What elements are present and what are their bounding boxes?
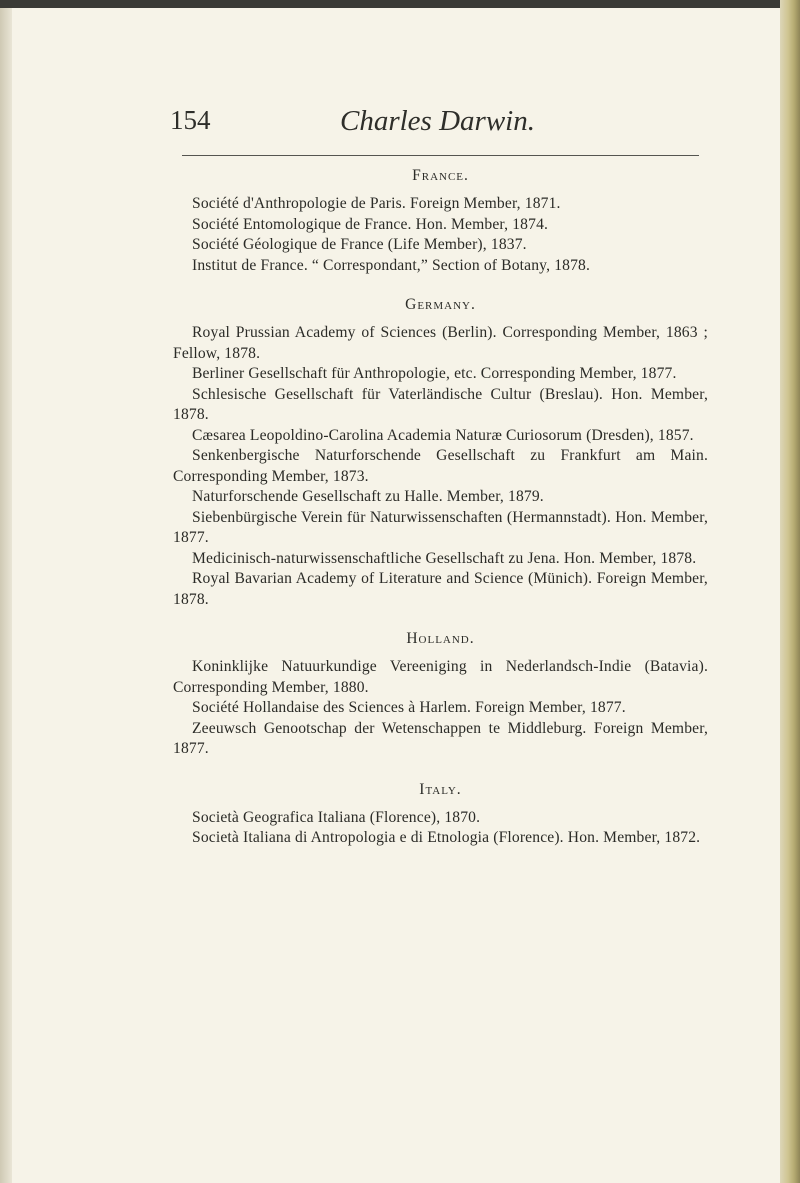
- header-rule: [182, 155, 699, 156]
- page-number: 154: [170, 105, 211, 135]
- section-germany: [173, 295, 708, 610]
- section-heading: Germany.: [405, 296, 476, 313]
- list-item: Naturforschende Gesellschaft zu Halle. Member, 1879.: [192, 488, 544, 505]
- section-heading: Holland.: [406, 630, 475, 647]
- list-item: Zeeuwsch Genootschap der Wetenschappen te Middleburg. Foreign Member, 1877.: [173, 719, 708, 757]
- list-item: Société Géologique de France (Life Member), 1837.: [192, 236, 527, 253]
- list-item: Schlesische Gesellschaft für Vaterländische Cultur (Breslau). Hon. Member, 1878.: [173, 385, 708, 423]
- section-spacer: [173, 760, 708, 780]
- page-content: [173, 166, 708, 849]
- section-spacer: [173, 610, 708, 629]
- list-item: Société d'Anthropologie de Paris. Foreign Member, 1871.: [192, 195, 561, 212]
- scan-left-edge: [0, 8, 12, 1183]
- list-item: Cæsarea Leopoldino-Carolina Academia Naturæ Curiosorum (Dresden), 1857.: [192, 426, 694, 444]
- section-spacer: [173, 276, 708, 295]
- running-title: Charles Darwin.: [340, 105, 535, 137]
- list-item: Royal Prussian Academy of Sciences (Berlin). Corresponding Member, 1863 ; Fellow, 1878.: [173, 324, 708, 362]
- section-france: [173, 166, 708, 276]
- list-item: Société Entomologique de France. Hon. Member, 1874.: [192, 215, 549, 233]
- list-item: Società Geografica Italiana (Florence), 1870.: [192, 808, 481, 826]
- book-binding-edge: [780, 0, 800, 1183]
- list-item: Royal Bavarian Academy of Literature and Science (Münich). Foreign Member, 1878.: [173, 570, 708, 608]
- list-item: Institut de France. “ Correspondant,” Section of Botany, 1878.: [192, 256, 591, 274]
- section-italy: [173, 780, 708, 849]
- page-header: [170, 105, 700, 153]
- section-holland: [173, 629, 708, 760]
- list-item: Koninklijke Natuurkundige Vereeniging in Nederlandsch-Indie (Batavia). Corresponding Member, 1880.: [173, 658, 708, 696]
- section-heading: Italy.: [419, 780, 462, 798]
- list-item: Società Italiana di Antropologia e di Etnologia (Florence). Hon. Member, 1872.: [192, 829, 701, 846]
- list-item: Berliner Gesellschaft für Anthropologie, etc. Corresponding Member, 1877.: [192, 365, 677, 382]
- list-item: Senkenbergische Naturforschende Gesellschaft zu Frankfurt am Main. Corresponding Member, 1873.: [173, 447, 708, 485]
- section-heading: France.: [412, 167, 469, 184]
- scan-top-edge: [0, 0, 800, 8]
- list-item: Medicinisch-naturwissenschaftliche Gesellschaft zu Jena. Hon. Member, 1878.: [192, 549, 697, 567]
- list-item: Société Hollandaise des Sciences à Harlem. Foreign Member, 1877.: [192, 699, 626, 716]
- list-item: Siebenbürgische Verein für Naturwissenschaften (Hermannstadt). Hon. Member, 1877.: [173, 508, 708, 546]
